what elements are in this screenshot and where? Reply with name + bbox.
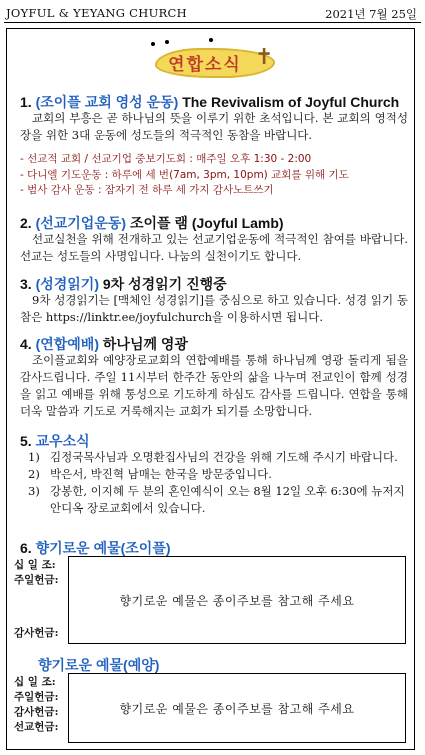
header-divider	[4, 22, 421, 23]
bulletin-date: 2021년 7월 25일	[325, 7, 417, 21]
banner-dot	[165, 40, 169, 44]
section-2-title	[20, 213, 284, 233]
section-heading: The Revivalism of Joyful Church	[182, 94, 400, 110]
section-number: 5.	[20, 433, 32, 449]
list-item: 3) 강봉한, 이지혜 두 분의 혼인예식이 오는 8월 12일 오후 6:30에 뉴저지 안디옥 장로교회에서 있습니다.	[28, 484, 405, 515]
section-heading: 향기로운 예물(예양)	[38, 657, 160, 673]
offering-roles	[14, 558, 58, 588]
role-label: 주일헌금:	[14, 691, 59, 703]
cross-icon: ✝	[255, 45, 274, 70]
list-item: 2) 박은서, 박진혁 남매는 한국을 방문중입니다.	[28, 467, 272, 481]
section-category: (연합예배)	[35, 336, 99, 352]
section-2-body: 선교실천을 위해 전개하고 있는 선교기업운동에 적극적인 참여를 바랍니다. 선교는 성도들의 사명입니다. 나눔의 실천이기도 합니다.	[20, 232, 408, 263]
section-number: 6.	[20, 540, 32, 556]
section-number: 3.	[20, 276, 32, 292]
section-1-title	[20, 92, 399, 112]
role-label: 감사헌금:	[14, 706, 59, 718]
section-category: (조이플 교회 영성 운동)	[35, 94, 179, 110]
section-number: 2.	[20, 215, 32, 231]
section-3-body: 9차 성경읽기는 [맥체인 성경읽기]를 중심으로 하고 있습니다. 성경 읽기 동참은 https://linktr.ee/joyfulchurch을 이용하시면 됩니다.	[20, 293, 408, 324]
section-category: (성경읽기)	[35, 276, 99, 292]
bullet-item: - 선교적 교회 / 선교기업 중보기도회 : 매주일 오후 1:30 - 2:00	[20, 153, 312, 165]
section-heading: 9차 성경읽기 진행중	[102, 276, 227, 292]
offering-roles-2	[14, 675, 58, 735]
role-label: 십 일 조:	[14, 559, 56, 571]
section-4-body: 조이플교회와 예양장로교회의 연합예배를 통해 하나님께 영광 돌리게 됨을 감사드립니다. 주일 11시부터 한주간 동안의 삶을 나누며 전교인이 함께 성경을 읽고 예배를 위해 통성으로 기도하게 하심도 감사를 드립니다. 연합을 통해 더욱 말씀과 기도로 거룩해지는 교회가 되기를 소망합니다.	[20, 353, 408, 418]
section-heading: 조이플 램 (Joyful Lamb)	[129, 215, 284, 231]
banner-title: 연합소식	[168, 55, 242, 75]
news-banner	[145, 38, 283, 82]
offering-box: 향기로운 예물은 종이주보를 참고해 주세요	[68, 556, 406, 644]
section-category: (선교기업운동)	[35, 215, 127, 231]
section-1-body: 교회의 부흥은 곧 하나님의 뜻을 이루기 위한 초석입니다. 본 교회의 영적성장을 위한 3대 운동에 성도들의 적극적인 동참을 바랍니다.	[20, 111, 408, 142]
section-number: 4.	[20, 336, 32, 352]
role-label: 주일헌금:	[14, 574, 59, 586]
section-4-title	[20, 334, 188, 354]
section-number: 1.	[20, 94, 32, 110]
offering-box-2: 향기로운 예물은 종이주보를 참고해 주세요	[68, 673, 406, 743]
section-7-title	[38, 655, 159, 675]
section-heading: 향기로운 예물(조이플)	[35, 540, 171, 556]
church-name: JOYFUL & YEYANG CHURCH	[6, 6, 187, 20]
section-heading: 하나님께 영광	[102, 336, 188, 352]
role-label: 선교헌금:	[14, 721, 59, 733]
role-label: 십 일 조:	[14, 676, 56, 688]
section-5-title	[20, 431, 90, 451]
banner-dot	[209, 38, 213, 42]
section-6-title	[20, 538, 171, 558]
section-1-bullets	[20, 152, 410, 199]
list-item: 1) 김정국목사님과 오명환집사님의 건강을 위해 기도해 주시기 바랍니다.	[28, 450, 398, 464]
section-3-title	[20, 274, 227, 294]
offering-role-bottom: 감사헌금:	[14, 627, 59, 639]
banner-dot	[151, 42, 155, 46]
member-news-list	[28, 449, 408, 517]
bullet-item: - 범사 감사 운동 : 잠자기 전 하루 세 가지 감사노트쓰기	[20, 184, 274, 196]
bullet-item: - 다니엘 기도운동 : 하루에 세 번(7am, 3pm, 10pm) 교회를 위해 기도	[20, 168, 349, 181]
section-heading: 교우소식	[35, 433, 90, 449]
